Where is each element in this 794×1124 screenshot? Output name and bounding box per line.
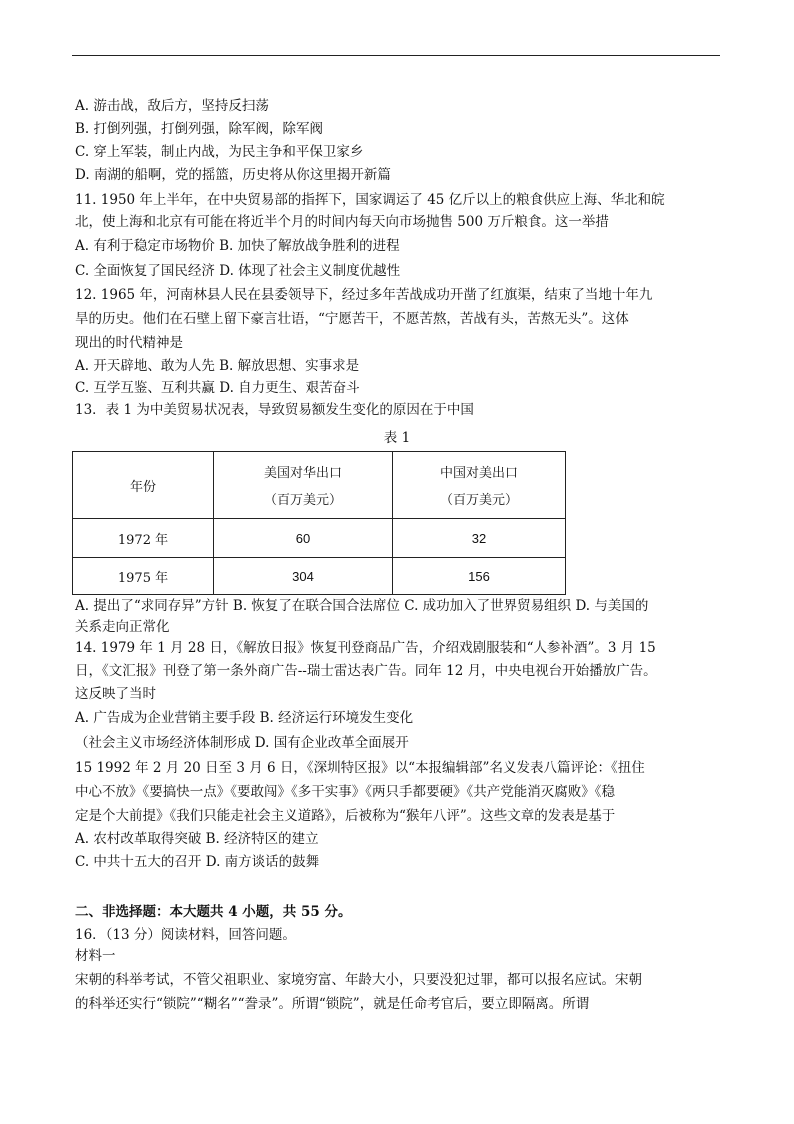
header-cn-export-unit: （百万美元） [439, 493, 518, 508]
material-label: 材料一 [75, 948, 116, 964]
row-year: 1972 年 [73, 519, 214, 558]
q14-stem-line1: 14. 1979 年 1 月 28 日，《解放日报》恢复刊登商品广告，介绍戏剧服装和“人参补酒”。3 月 15 [75, 640, 656, 656]
q11-stem-line1: 11. 1950 年上半年，在中央贸易部的指挥下，国家调运了 45 亿斤以上的粮食供应上海、华北和皖 [75, 192, 665, 208]
q10-option-a: A. 游击战，敌后方，坚持反扫荡 [75, 98, 269, 114]
q12-stem-line3: 现出的时代精神是 [75, 335, 183, 351]
row-year: 1975 年 [73, 558, 214, 595]
q14-stem-line2: 日，《文汇报》刊登了第一条外商广告--瑞士雷达表广告。同年 12 月，中央电视台开始播放广告。 [75, 663, 657, 679]
q11-options-cd: C. 全面恢复了国民经济 D. 体现了社会主义制度优越性 [75, 263, 401, 279]
row-cn-value: 156 [393, 558, 566, 595]
row-us-value: 60 [214, 519, 393, 558]
q15-options-ab: A. 农村改革取得突破 B. 经济特区的建立 [75, 831, 319, 847]
trade-table [72, 451, 566, 595]
q12-options-cd: C. 互学互鉴、互利共赢 D. 自力更生、艰苦奋斗 [75, 380, 360, 396]
material-line2: 的科举还实行“锁院”“糊名”“誊录”。所谓“锁院”，就是任命考官后，要立即隔离。所谓 [75, 996, 590, 1012]
q15-stem-line2: 中心不放》《要搞快一点》《要敢闯》《多干实事》《两只手都要硬》《共产党能消灭腐败》《稳 [75, 784, 615, 800]
q14-options-cd: （社会主义市场经济体制形成 D. 国有企业改革全面展开 [75, 735, 409, 751]
q16-stem: 16．（13 分）阅读材料，回答问题。 [75, 927, 296, 943]
q10-option-d: D. 南湖的船啊，党的摇篮，历史将从你这里揭开新篇 [75, 167, 391, 183]
row-cn-value: 32 [393, 519, 566, 558]
q10-option-b: B. 打倒列强，打倒列强，除军阀，除军阀 [75, 121, 324, 137]
header-cn-export-label: 中国对美出口 [439, 466, 518, 481]
q13-options-line2: 关系走向正常化 [75, 619, 170, 635]
q12-stem-line1: 12. 1965 年，河南林县人民在县委领导下，经过多年苦战成功开凿了红旗渠，结束了当地十年九 [75, 287, 653, 303]
table-caption: 表 1 [383, 430, 411, 446]
header-rule [72, 55, 720, 56]
section-heading: 二、非选择题：本大题共 4 小题，共 55 分。 [75, 904, 352, 920]
q13-stem: 13．表 1 为中美贸易状况表，导致贸易额发生变化的原因在于中国 [75, 402, 474, 418]
q15-stem-line3: 定是个大前提》《我们只能走社会主义道路》，后被称为“猴年八评”。这些文章的发表是基于 [75, 808, 616, 824]
header-cn-export [393, 452, 566, 519]
material-line1: 宋朝的科举考试，不管父祖职业、家境穷富、年龄大小，只要没犯过罪，都可以报名应试。宋朝 [75, 972, 642, 988]
q14-options-ab: A. 广告成为企业营销主要手段 B. 经济运行环境发生变化 [75, 710, 414, 726]
q13-options-line1: A. 提出了“求同存异”方针 B. 恢复了在联合国合法席位 C. 成功加入了世界贸易组织 D. 与美国的 [75, 598, 649, 614]
header-us-export [214, 452, 393, 519]
q10-option-c: C. 穿上军装，制止内战，为民主争和平保卫家乡 [75, 144, 364, 160]
q14-stem-line3: 这反映了当时 [75, 686, 156, 702]
q15-options-cd: C. 中共十五大的召开 D. 南方谈话的鼓舞 [75, 854, 320, 870]
q15-stem-line1: 15 1992 年 2 月 20 日至 3 月 6 日，《深圳特区报》以“本报编辑部”名义发表八篇评论：《扭住 [75, 760, 645, 776]
table-header-row [73, 452, 566, 519]
row-us-value: 304 [214, 558, 393, 595]
table-row [73, 558, 566, 595]
header-us-export-label: 美国对华出口 [263, 466, 342, 481]
q11-options-ab: A. 有利于稳定市场物价 B. 加快了解放战争胜利的进程 [75, 238, 400, 254]
q12-options-ab: A. 开天辟地、敢为人先 B. 解放思想、实事求是 [75, 358, 360, 374]
table-row [73, 519, 566, 558]
header-us-export-unit: （百万美元） [263, 493, 342, 508]
q11-stem-line2: 北，使上海和北京有可能在将近半个月的时间内每天向市场抛售 500 万斤粮食。这一举措 [75, 214, 609, 230]
q12-stem-line2: 旱的历史。他们在石壁上留下豪言壮语，“宁愿苦干，不愿苦熬，苦战有头，苦熬无头”。这体 [75, 311, 629, 327]
header-year: 年份 [73, 452, 214, 519]
